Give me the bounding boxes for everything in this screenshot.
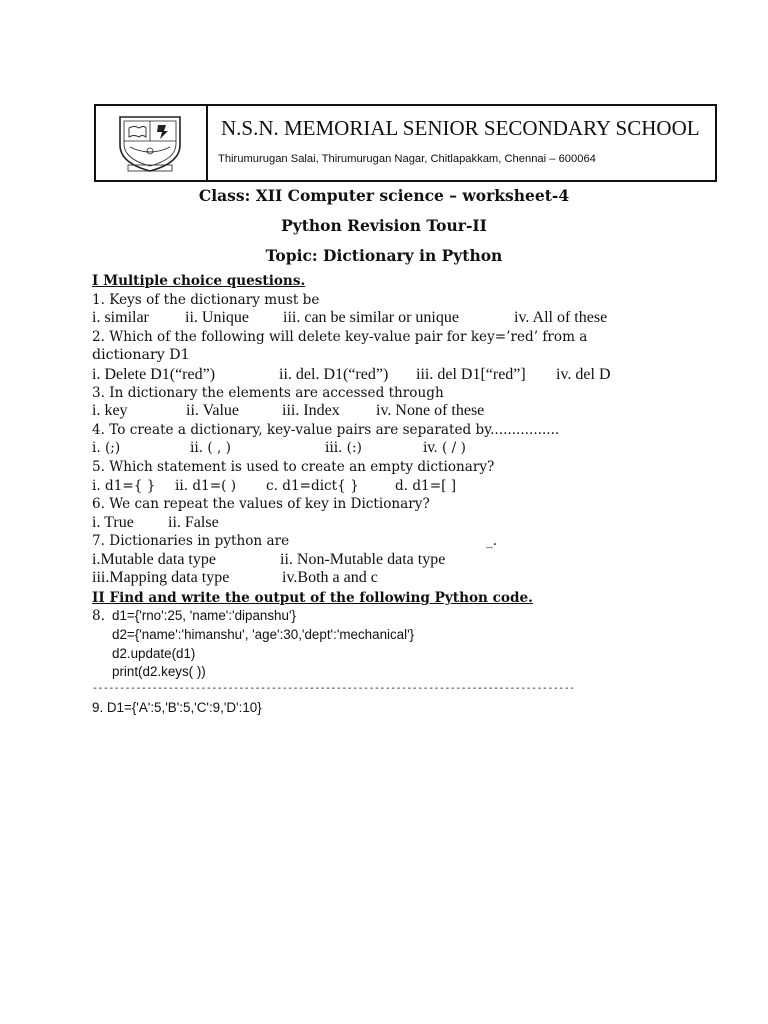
- question-4: 4. To create a dictionary, key-value pairs are separated by................: [92, 422, 560, 438]
- question-2: 2. Which of the following will delete key-value pair for key=’red’ from a: [92, 329, 588, 345]
- q1-option-4: iv. All of these: [514, 309, 608, 326]
- q6-option-2: ii. False: [168, 514, 219, 531]
- q2-option-4: iv. del D: [556, 366, 611, 383]
- q1-option-1: i. similar: [92, 309, 149, 326]
- school-address: Thirumurugan Salai, Thirumurugan Nagar, Chitlapakkam, Chennai – 600064: [218, 153, 596, 165]
- q4-option-3: iii. (:): [325, 440, 362, 456]
- school-name: N.S.N. MEMORIAL SENIOR SECONDARY SCHOOL: [221, 116, 700, 140]
- school-logo-icon: [106, 111, 194, 175]
- revision-title: Python Revision Tour-II: [281, 216, 487, 235]
- header-divider: [206, 106, 208, 180]
- q1-option-2: ii. Unique: [185, 309, 249, 326]
- q8-code-line-2: d2={'name':'himanshu', 'age':30,'dept':'mechanical'}: [112, 627, 415, 642]
- question-5: 5. Which statement is used to create an empty dictionary?: [92, 459, 495, 475]
- q7-blank: _.: [486, 533, 498, 549]
- q5-option-1: i. d1={ }: [92, 478, 156, 494]
- section-1-heading: I Multiple choice questions.: [92, 273, 306, 289]
- q2-option-3: iii. del D1[“red”]: [416, 366, 526, 383]
- q4-option-2: ii. ( , ): [190, 440, 231, 456]
- q7-option-1: i.Mutable data type: [92, 551, 216, 568]
- class-title: Class: XII Computer science – worksheet-4: [198, 186, 570, 205]
- question-7: 7. Dictionaries in python are: [92, 533, 290, 549]
- question-1: 1. Keys of the dictionary must be: [92, 292, 320, 308]
- separator-line: -----------------------------------------------------------------------------------------: [92, 683, 575, 694]
- q2-option-2: ii. del. D1(“red”): [279, 366, 389, 383]
- q8-code-line-3: d2.update(d1): [112, 646, 196, 661]
- q3-option-1: i. key: [92, 402, 128, 419]
- q3-option-2: ii. Value: [186, 402, 240, 419]
- q7-option-2: ii. Non-Mutable data type: [280, 551, 446, 568]
- q6-option-1: i. True: [92, 514, 134, 531]
- q5-option-4: d. d1=[ ]: [395, 478, 457, 494]
- question-8-number: 8.: [92, 608, 105, 624]
- question-6: 6. We can repeat the values of key in Dictionary?: [92, 496, 430, 512]
- q3-option-3: iii. Index: [282, 402, 340, 419]
- school-header: [94, 104, 717, 182]
- question-9: 9. D1={'A':5,'B':5,'C':9,'D':10}: [92, 700, 262, 715]
- q5-option-3: c. d1=dict{ }: [266, 478, 359, 494]
- q8-code-line-4: print(d2.keys( )): [112, 664, 206, 679]
- question-2-continued: dictionary D1: [92, 347, 190, 363]
- section-2-heading: II Find and write the output of the following Python code.: [92, 590, 533, 606]
- q8-code-line-1: d1={'rno':25, 'name':'dipanshu'}: [112, 608, 296, 623]
- q3-option-4: iv. None of these: [376, 402, 485, 419]
- q2-option-1: i. Delete D1(“red”): [92, 366, 216, 383]
- topic-title: Topic: Dictionary in Python: [265, 246, 503, 265]
- q1-option-3: iii. can be similar or unique: [283, 309, 459, 326]
- q4-option-4: iv. ( / ): [423, 440, 466, 456]
- q7-option-3: iii.Mapping data type: [92, 569, 230, 586]
- q5-option-2: ii. d1=( ): [175, 478, 237, 494]
- q4-option-1: i. (;): [92, 440, 121, 456]
- q7-option-4: iv.Both a and c: [282, 569, 378, 586]
- question-3: 3. In dictionary the elements are accessed through: [92, 385, 444, 401]
